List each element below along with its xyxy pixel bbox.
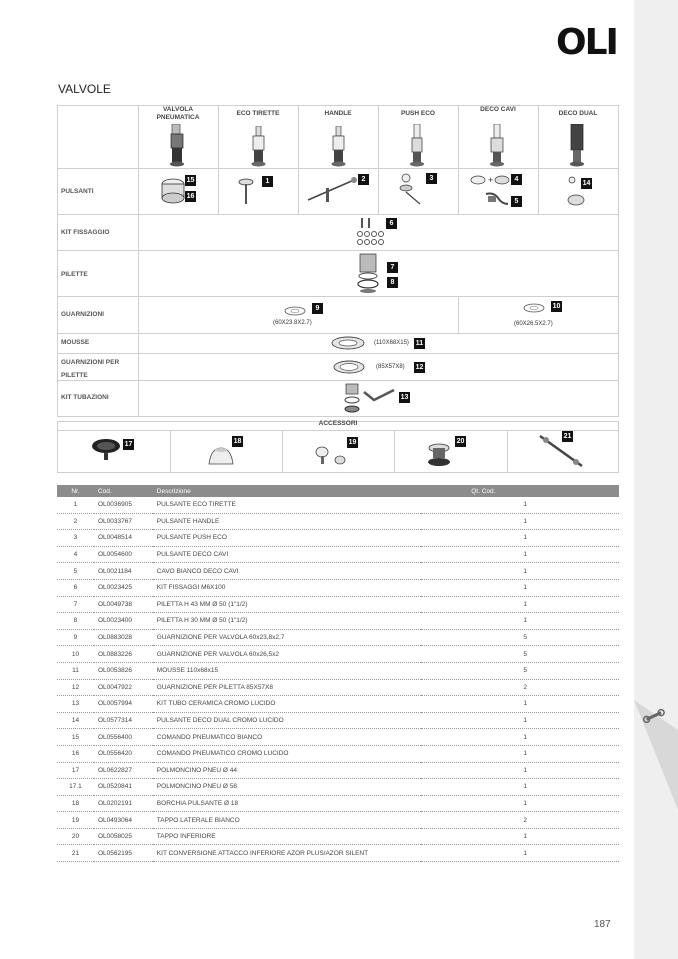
accessory-17-image <box>90 436 124 464</box>
col-header-valvola-pneumatica: VALVOLA PNEUMATICA <box>156 106 200 121</box>
table-row <box>57 762 619 779</box>
cell-qt: 1 <box>421 546 619 563</box>
badge-2: 2 <box>358 174 369 185</box>
cell-descrizione: PULSANTE DECO DUAL CROMO LUCIDO <box>153 712 421 729</box>
handle-button-image <box>304 172 360 206</box>
grid-line <box>57 296 619 297</box>
col-header-eco-tirette: ECO TIRETTE <box>236 110 280 117</box>
cell-qt: 1 <box>421 530 619 547</box>
grid-line <box>298 105 299 214</box>
brand-logo: OLI <box>556 22 617 63</box>
cell-qt: 1 <box>421 762 619 779</box>
badge-17: 17 <box>124 441 133 448</box>
cell-descrizione: CAVO BIANCO DECO CAVI <box>153 563 421 580</box>
cell-qt: 1 <box>421 563 619 580</box>
cell-descrizione: TAPPO LATERALE BIANCO <box>153 812 421 829</box>
accessory-18-image <box>206 444 236 466</box>
cell-qt: 1 <box>421 712 619 729</box>
cell-descrizione: GUARNIZIONE PER VALVOLA 60x23,8x2,7 <box>153 629 421 646</box>
cell-cod: OL0883226 <box>94 646 153 663</box>
cell-nr: 13 <box>57 696 94 713</box>
cell-qt: 1 <box>421 729 619 746</box>
accessory-20-image <box>424 440 454 468</box>
page-edge-tab <box>634 0 678 959</box>
cell-cod: OL0883028 <box>94 629 153 646</box>
header-descrizione: Descrizione <box>153 485 421 497</box>
grid-line <box>57 416 619 417</box>
cell-nr: 19 <box>57 812 94 829</box>
grid-line <box>57 353 619 354</box>
cell-descrizione: COMANDO PNEUMATICO BIANCO <box>153 729 421 746</box>
cell-nr: 4 <box>57 546 94 563</box>
grid-line <box>394 430 395 472</box>
cell-descrizione: KIT FISSAGGI M6X100 <box>153 579 421 596</box>
cell-descrizione: POLMONCINO PNEU Ø 44 <box>153 762 421 779</box>
table-row <box>57 497 619 513</box>
cell-qt: 1 <box>421 596 619 613</box>
cell-cod: OL0058025 <box>94 828 153 845</box>
cell-nr: 2 <box>57 513 94 530</box>
cell-cod: OL0033767 <box>94 513 153 530</box>
cell-cod: OL0057994 <box>94 696 153 713</box>
cell-cod: OL0023400 <box>94 613 153 630</box>
badge-3: 3 <box>426 173 437 184</box>
cell-nr: 5 <box>57 563 94 580</box>
table-row <box>57 696 619 713</box>
header-cod: Cod. <box>94 485 153 497</box>
table-row <box>57 745 619 762</box>
cell-cod: OL0048514 <box>94 530 153 547</box>
table-row <box>57 729 619 746</box>
header-nr: Nr. <box>57 485 94 497</box>
badge-14: 14 <box>582 180 591 187</box>
pipe-kit-image <box>340 382 398 414</box>
cell-nr: 6 <box>57 579 94 596</box>
cell-nr: 21 <box>57 845 94 862</box>
badge-12: 12 <box>415 364 424 371</box>
cell-cod: OL0049738 <box>94 596 153 613</box>
cell-descrizione: GUARNIZIONE PER PILETTA 85X57X8 <box>153 679 421 696</box>
gasket-10-dimensions: (60X26.5X2.7) <box>514 321 553 327</box>
badge-18: 18 <box>233 438 242 445</box>
cell-cod: OL0021184 <box>94 563 153 580</box>
table-row <box>57 530 619 547</box>
piletta-gasket-dimensions: (85X57X8) <box>376 364 405 370</box>
gasket-9-dimensions: (60X23.8X2.7) <box>273 320 312 326</box>
badge-8: 8 <box>387 277 398 288</box>
cell-cod: OL0556420 <box>94 745 153 762</box>
page-fold <box>634 700 678 810</box>
table-row <box>57 712 619 729</box>
table-row <box>57 795 619 812</box>
table-row <box>57 546 619 563</box>
cell-cod: OL0054600 <box>94 546 153 563</box>
cell-descrizione: PULSANTE PUSH ECO <box>153 530 421 547</box>
badge-11: 11 <box>415 340 424 347</box>
cell-descrizione: PULSANTE DECO CAVI <box>153 546 421 563</box>
cell-descrizione: KIT TUBO CERAMICA CROMO LUCIDO <box>153 696 421 713</box>
valve-handle-image <box>328 126 350 168</box>
cell-nr: 12 <box>57 679 94 696</box>
badge-7: 7 <box>387 262 398 273</box>
cell-nr: 20 <box>57 828 94 845</box>
grid-line <box>170 430 171 472</box>
cell-qt: 1 <box>421 795 619 812</box>
table-row <box>57 812 619 829</box>
badge-20: 20 <box>456 438 465 445</box>
valve-push-eco-image <box>406 124 430 168</box>
cell-qt: 2 <box>421 812 619 829</box>
fixing-kit-image <box>356 216 386 248</box>
accessories-title: ACCESSORI <box>318 420 358 427</box>
parts-table <box>57 485 619 862</box>
grid-line <box>57 421 58 472</box>
cell-qt: 1 <box>421 828 619 845</box>
row-label-pulsanti: PULSANTI <box>61 188 94 195</box>
cell-cod: OL0053826 <box>94 662 153 679</box>
col-header-push-eco: PUSH ECO <box>401 110 435 117</box>
mousse-dimensions: (110X68X15) <box>374 340 409 346</box>
cell-descrizione: KIT CONVERSIONE ATTACCO INFERIORE AZOR PLUS/AZOR SILENT <box>153 845 421 862</box>
row-label-kit-tubazioni: KIT TUBAZIONI <box>61 394 109 401</box>
valve-deco-cavi-image <box>486 124 510 168</box>
svg-text:+: + <box>488 175 494 185</box>
eco-tirette-button-image <box>236 176 256 206</box>
piletta-gasket-image <box>332 359 366 375</box>
row-label-pilette: PILETTE <box>61 271 88 278</box>
grid-line <box>57 214 619 215</box>
grid-line <box>57 380 619 381</box>
grid-line <box>57 430 619 431</box>
cell-qt: 1 <box>421 845 619 862</box>
badge-9: 9 <box>312 303 323 314</box>
cell-descrizione: PILETTA H 30 MM Ø 50 (1"1/2) <box>153 613 421 630</box>
valve-pneumatica-image <box>166 124 190 168</box>
col-header-handle: HANDLE <box>324 110 352 117</box>
valve-eco-tirette-image <box>248 126 270 168</box>
cell-qt: 1 <box>421 613 619 630</box>
cell-nr: 11 <box>57 662 94 679</box>
table-row <box>57 679 619 696</box>
col-header-deco-cavi: DECO CAVI <box>480 106 516 113</box>
header-qt-cod: Qt. Cod. <box>421 485 619 497</box>
deco-cavi-cable-image <box>484 190 510 208</box>
cell-nr: 18 <box>57 795 94 812</box>
grid-line <box>458 105 459 214</box>
grid-line <box>57 168 619 169</box>
cell-cod: OL0520841 <box>94 779 153 796</box>
cell-nr: 17 <box>57 762 94 779</box>
grid-line <box>458 296 459 333</box>
cell-nr: 1 <box>57 497 94 513</box>
valve-deco-dual-image <box>566 124 590 168</box>
page-title: VALVOLE <box>58 82 111 96</box>
table-row <box>57 563 619 580</box>
badge-16: 16 <box>186 193 195 200</box>
deco-cavi-button-image <box>470 172 512 188</box>
cell-qt: 5 <box>421 662 619 679</box>
badge-5: 5 <box>511 196 522 207</box>
grid-line <box>538 105 539 214</box>
cell-qt: 5 <box>421 629 619 646</box>
cell-descrizione: PULSANTE ECO TIRETTE <box>153 497 421 513</box>
table-row <box>57 629 619 646</box>
badge-6: 6 <box>386 218 397 229</box>
cell-qt: 1 <box>421 696 619 713</box>
cell-cod: OL0562195 <box>94 845 153 862</box>
cell-descrizione: GUARNIZIONE PER VALVOLA 60x26,5x2 <box>153 646 421 663</box>
grid-line <box>218 105 219 214</box>
badge-21: 21 <box>563 433 572 440</box>
table-row <box>57 513 619 530</box>
table-header-row <box>57 485 619 497</box>
row-label-kit-fissaggio: KIT FISSAGGIO <box>61 229 110 236</box>
grid-line <box>507 430 508 472</box>
cell-descrizione: MOUSSE 110x68x15 <box>153 662 421 679</box>
cell-qt: 5 <box>421 646 619 663</box>
cell-cod: OL0036905 <box>94 497 153 513</box>
accessory-19-image <box>314 444 350 468</box>
table-row <box>57 828 619 845</box>
table-row <box>57 579 619 596</box>
cell-descrizione: COMANDO PNEUMATICO CROMO LUCIDO <box>153 745 421 762</box>
grid-line <box>618 421 619 472</box>
gasket-9-image <box>283 305 307 317</box>
row-label-guarnizioni-pilette: GUARNIZIONI PER PILETTE <box>61 359 120 379</box>
col-header-deco-dual: DECO DUAL <box>558 110 598 117</box>
cell-descrizione: PILETTA H 43 MM Ø 50 (1"1/2) <box>153 596 421 613</box>
table-row <box>57 845 619 862</box>
piletta-image <box>356 252 380 294</box>
gasket-10-image <box>522 302 546 314</box>
cell-cod: OL0556400 <box>94 729 153 746</box>
cell-descrizione: POLMONCINO PNEU Ø 58 <box>153 779 421 796</box>
table-row <box>57 596 619 613</box>
pneumatic-button-image <box>160 176 186 206</box>
cell-nr: 9 <box>57 629 94 646</box>
grid-line <box>282 430 283 472</box>
grid-line <box>57 105 619 106</box>
badge-10: 10 <box>552 303 561 310</box>
cell-nr: 8 <box>57 613 94 630</box>
row-label-mousse: MOUSSE <box>61 339 90 346</box>
cell-qt: 1 <box>421 497 619 513</box>
grid-line <box>57 250 619 251</box>
cell-qt: 1 <box>421 745 619 762</box>
cell-nr: 10 <box>57 646 94 663</box>
cell-cod: OL0493064 <box>94 812 153 829</box>
mousse-image <box>330 335 366 351</box>
table-row <box>57 646 619 663</box>
cell-nr: 16 <box>57 745 94 762</box>
parts-table-body <box>57 497 619 862</box>
table-row <box>57 662 619 679</box>
badge-4: 4 <box>511 174 522 185</box>
grid-line <box>138 105 139 416</box>
badge-1: 1 <box>262 176 273 187</box>
cell-nr: 15 <box>57 729 94 746</box>
page-number: 187 <box>594 919 611 930</box>
badge-19: 19 <box>348 439 357 446</box>
cell-cod: OL0023425 <box>94 579 153 596</box>
cell-cod: OL0047922 <box>94 679 153 696</box>
cell-nr: 17.1 <box>57 779 94 796</box>
grid-line <box>57 333 619 334</box>
accessory-21-image <box>536 432 586 470</box>
cell-nr: 14 <box>57 712 94 729</box>
cell-cod: OL0622827 <box>94 762 153 779</box>
badge-15: 15 <box>186 177 195 184</box>
table-row <box>57 779 619 796</box>
grid-line <box>57 105 58 416</box>
grid-line <box>378 105 379 214</box>
cell-nr: 7 <box>57 596 94 613</box>
cell-cod: OL0577314 <box>94 712 153 729</box>
push-eco-button-image <box>398 172 424 206</box>
grid-line <box>618 105 619 416</box>
cell-descrizione: TAPPO INFERIORE <box>153 828 421 845</box>
row-label-guarnizioni: GUARNIZIONI <box>61 311 104 318</box>
cell-qt: 2 <box>421 679 619 696</box>
cell-descrizione: PULSANTE HANDLE <box>153 513 421 530</box>
cell-nr: 3 <box>57 530 94 547</box>
grid-line <box>57 472 619 473</box>
badge-13: 13 <box>400 394 409 401</box>
table-row <box>57 613 619 630</box>
cell-qt: 1 <box>421 779 619 796</box>
cell-qt: 1 <box>421 579 619 596</box>
cell-qt: 1 <box>421 513 619 530</box>
cell-cod: OL0202191 <box>94 795 153 812</box>
cell-descrizione: BORCHIA PULSANTE Ø 18 <box>153 795 421 812</box>
